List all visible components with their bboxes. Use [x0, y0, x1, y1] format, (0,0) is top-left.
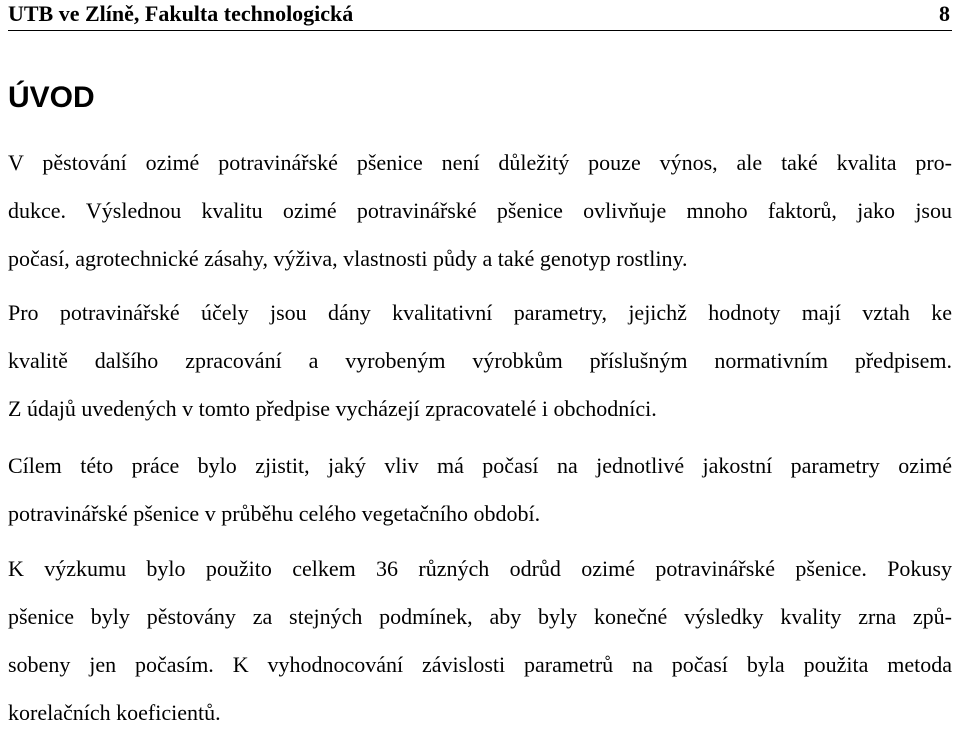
- paragraph-line: V pěstování ozimé potravinářské pšenice není důležitý pouze výnos, ale také kvalita pro-: [8, 150, 952, 175]
- paragraph: [8, 442, 952, 538]
- paragraph-line: K výzkumu bylo použito celkem 36 různých odrůd ozimé potravinářské pšenice. Pokusy: [8, 556, 952, 581]
- paragraph-line: Z údajů uvedených v tomto předpise vycházejí zpracovatelé i obchodníci.: [8, 396, 657, 421]
- paragraph-line: korelačních koeficientů.: [8, 700, 221, 725]
- paragraph-line: Cílem této práce bylo zjistit, jaký vliv má počasí na jednotlivé jakostní parametry ozimé: [8, 453, 952, 478]
- paragraph-line: sobeny jen počasím. K vyhodnocování závislosti parametrů na počasí byla použita metoda: [8, 652, 952, 677]
- header-title: UTB ve Zlíně, Fakulta technologická: [8, 1, 354, 26]
- paragraph: [8, 545, 952, 737]
- page-number: 8: [939, 1, 950, 26]
- paragraph-line: potravinářské pšenice v průběhu celého vegetačního období.: [8, 501, 541, 526]
- paragraph-line: počasí, agrotechnické zásahy, výživa, vlastnosti půdy a také genotyp rostliny.: [8, 246, 688, 271]
- paragraph-line: Pro potravinářské účely jsou dány kvalitativní parametry, jejichž hodnoty mají vztah ke: [8, 300, 952, 325]
- paragraph: [8, 289, 952, 433]
- paragraph-line: pšenice byly pěstovány za stejných podmínek, aby byly konečné výsledky kvality zrna způ-: [8, 604, 952, 629]
- page-header: [8, 0, 952, 31]
- paragraph-line: kvalitě dalšího zpracování a vyrobeným výrobkům příslušným normativním předpisem.: [8, 348, 952, 373]
- paragraph: [8, 139, 952, 283]
- chapter-title: ÚVOD: [8, 81, 95, 114]
- paragraph-line: dukce. Výslednou kvalitu ozimé potravinářské pšenice ovlivňuje mnoho faktorů, jako jsou: [8, 198, 952, 223]
